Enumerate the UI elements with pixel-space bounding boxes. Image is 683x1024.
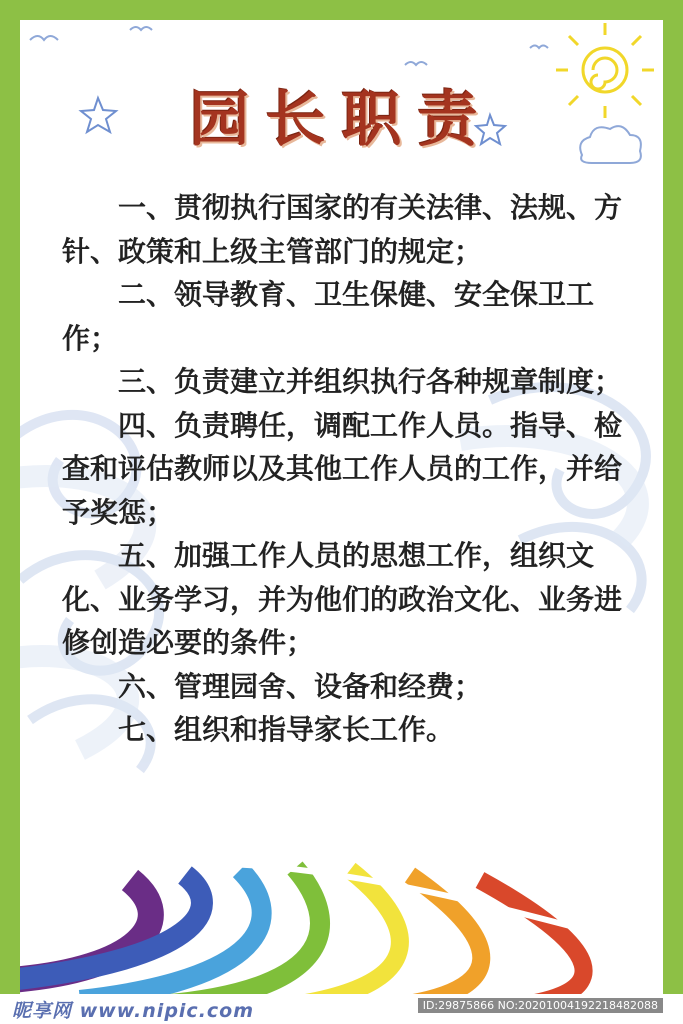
poster-panel (20, 20, 663, 1002)
duty-item: 六、管理园舍、设备和经费； (118, 669, 483, 703)
watermark-id: ID:29875866 NO:20201004192218482088 (418, 998, 663, 1013)
duty-item: 五、加强工作人员的思想工作，组织文化、业务学习，并为他们的政治文化、业务进修创造必要的条件； (62, 539, 623, 659)
duty-item: 三、负责建立并组织执行各种规章制度； (118, 365, 623, 398)
duty-item: 一、贯彻执行国家的有关法律、法规、方针、政策和上级主管部门的规定； (62, 191, 623, 268)
duty-item: 二、领导教育、卫生保健、安全保卫工作； (62, 278, 595, 355)
bird-icon (30, 27, 548, 65)
duty-item: 四、负责聘任，调配工作人员。指导、检查和评估教师以及其他工作人员的工作，并给予奖惩； (62, 408, 623, 529)
duties-list (62, 186, 630, 752)
page-title: 园长职责 (189, 85, 494, 155)
rainbow-road-icon (20, 863, 663, 1002)
watermark-logo: 昵享网 www.nipic.com (12, 1000, 255, 1022)
duty-item: 七、组织和指导家长工作。 (118, 713, 455, 746)
